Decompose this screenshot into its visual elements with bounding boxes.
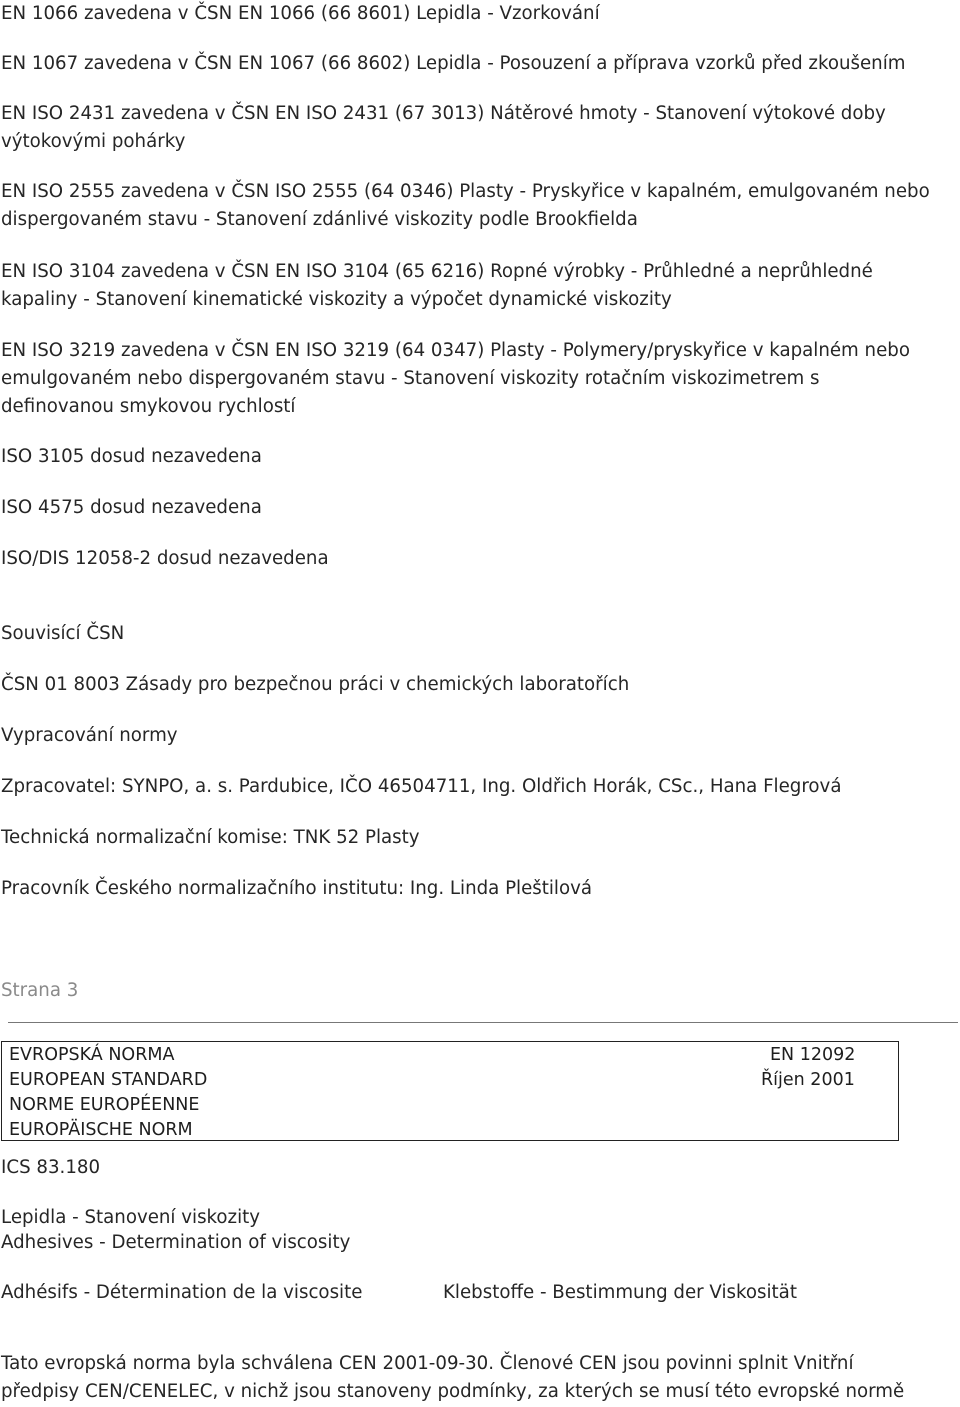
title-en: Adhesives - Determination of viscosity	[1, 1232, 351, 1253]
reference-iso-4575	[1, 494, 959, 522]
text-line: emulgovaném nebo dispergovaném stavu - Stanovení viskozity rotačním viskozimetrem s	[1, 368, 820, 389]
text-line: ISO/DIS 12058-2 dosud nezavedena	[1, 548, 329, 569]
preparation-worker: Pracovník Českého normalizačního institutu: Ing. Linda Pleštilová	[1, 878, 593, 899]
title-de: Klebstoffe - Bestimmung der Viskosität	[443, 1282, 797, 1303]
text-line: předpisy CEN/CENELEC, v nichž jsou stanoveny podmínky, za kterých se musí této evropské normě	[1, 1381, 905, 1402]
page-label: Strana 3	[1, 980, 79, 1001]
reference-en-iso-3104	[1, 258, 959, 314]
reference-iso-3105	[1, 443, 959, 471]
text-line: kapaliny - Stanovení kinematické viskozity a výpočet dynamické viskozity	[1, 289, 672, 310]
text-line: výtokovými pohárky	[1, 131, 186, 152]
text-line: definovanou smykovou rychlostí	[1, 396, 296, 417]
ics-code: ICS 83.180	[1, 1157, 101, 1178]
preparation-heading: Vypracování normy	[1, 725, 178, 746]
standard-name-en: EUROPEAN STANDARD	[9, 1070, 208, 1090]
text-line: EN ISO 3104 zavedena v ČSN EN ISO 3104 (65 6216) Ropné výrobky - Průhledné a neprůhledné	[1, 261, 873, 282]
reference-en-1067	[1, 50, 959, 78]
related-heading: Souvisící ČSN	[1, 623, 125, 644]
text-line: Tato evropská norma byla schválena CEN 2001-09-30. Členové CEN jsou povinni splnit Vnitřní	[1, 1353, 854, 1374]
reference-en-iso-2555	[1, 178, 959, 234]
standard-number: EN 12092	[770, 1045, 856, 1065]
text-line: ISO 4575 dosud nezavedena	[1, 497, 262, 518]
preparation-processor: Zpracovatel: SYNPO, a. s. Pardubice, IČO 46504711, Ing. Oldřich Horák, CSc., Hana Flegrová	[1, 776, 842, 797]
related-item: ČSN 01 8003 Zásady pro bezpečnou práci v chemických laboratořích	[1, 674, 630, 695]
text-line: EN ISO 2555 zavedena v ČSN ISO 2555 (64 0346) Plasty - Pryskyřice v kapalném, emulgovaném nebo	[1, 181, 930, 202]
standard-name-cz: EVROPSKÁ NORMA	[9, 1045, 175, 1065]
reference-iso-dis-12058-2	[1, 545, 959, 573]
text-line: EN ISO 2431 zavedena v ČSN EN ISO 2431 (67 3013) Nátěrové hmoty - Stanovení výtokové doby	[1, 103, 886, 124]
approval-text	[1, 1350, 959, 1406]
separator-line	[8, 1022, 958, 1023]
reference-en-1066	[1, 0, 959, 28]
text-line: EN 1066 zavedena v ČSN EN 1066 (66 8601) Lepidla - Vzorkování	[1, 3, 600, 24]
text-line: dispergovaném stavu - Stanovení zdánlivé viskozity podle Brookfielda	[1, 209, 638, 230]
standard-date: Říjen 2001	[761, 1070, 855, 1090]
preparation-committee: Technická normalizační komise: TNK 52 Plasty	[1, 827, 420, 848]
standard-name-de: EUROPÄISCHE NORM	[9, 1120, 193, 1140]
title-cz: Lepidla - Stanovení viskozity	[1, 1207, 261, 1228]
text-line: ISO 3105 dosud nezavedena	[1, 446, 262, 467]
reference-en-iso-2431	[1, 100, 959, 156]
text-line: EN ISO 3219 zavedena v ČSN EN ISO 3219 (64 0347) Plasty - Polymery/pryskyřice v kapalném nebo	[1, 340, 910, 361]
title-fr: Adhésifs - Détermination de la viscosite	[1, 1282, 363, 1303]
reference-en-iso-3219	[1, 337, 959, 421]
text-line: EN 1067 zavedena v ČSN EN 1067 (66 8602) Lepidla - Posouzení a příprava vzorků před zkoušením	[1, 53, 906, 74]
standard-header-box	[1, 1041, 899, 1141]
standard-name-fr: NORME EUROPÉENNE	[9, 1095, 200, 1115]
